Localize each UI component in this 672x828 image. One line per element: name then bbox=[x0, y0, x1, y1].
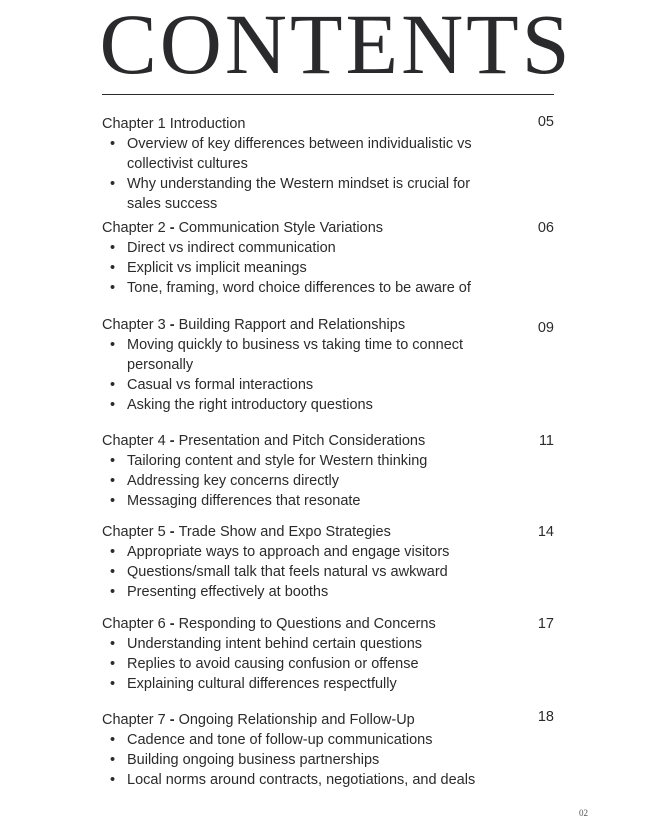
chapter-name: Communication Style Variations bbox=[178, 220, 384, 236]
chapter-topics bbox=[102, 134, 554, 214]
chapter-page-number: 09 bbox=[537, 320, 554, 336]
chapter-page-number: 17 bbox=[537, 616, 554, 632]
toc-chapter bbox=[102, 522, 554, 602]
chapter-label: Chapter 5 bbox=[102, 524, 166, 540]
chapter-topics bbox=[102, 634, 554, 694]
chapter-name: Trade Show and Expo Strategies bbox=[178, 524, 391, 540]
topic-item: • Messaging differences that resonate bbox=[102, 491, 507, 511]
chapter-name: Responding to Questions and Concerns bbox=[178, 616, 436, 632]
topic-item: • Appropriate ways to approach and engage visitors bbox=[102, 542, 507, 562]
chapter-page-number: 18 bbox=[537, 709, 554, 725]
toc-chapter bbox=[102, 315, 554, 415]
toc-chapter bbox=[102, 710, 554, 790]
chapter-separator: - bbox=[165, 317, 179, 333]
chapter-label: Chapter 7 bbox=[102, 712, 166, 728]
toc-chapter bbox=[102, 218, 554, 298]
chapter-heading bbox=[102, 114, 554, 134]
chapter-separator: - bbox=[165, 433, 179, 449]
topic-item: • Replies to avoid causing confusion or offense bbox=[102, 654, 507, 674]
topic-item: • Local norms around contracts, negotiations, and deals bbox=[102, 770, 507, 790]
topic-item: • Building ongoing business partnerships bbox=[102, 750, 507, 770]
topic-item: • Understanding intent behind certain questions bbox=[102, 634, 507, 654]
topic-item: • Moving quickly to business vs taking time to connect personally bbox=[102, 335, 507, 375]
topic-item: • Why understanding the Western mindset is crucial for sales success bbox=[102, 174, 507, 214]
topic-item: • Addressing key concerns directly bbox=[102, 471, 507, 491]
title-divider bbox=[102, 94, 554, 95]
chapter-topics bbox=[102, 730, 554, 790]
chapter-page-number: 11 bbox=[538, 433, 554, 449]
chapter-label: Chapter 3 bbox=[102, 317, 166, 333]
chapter-topics bbox=[102, 238, 554, 298]
topic-item: • Tone, framing, word choice differences to be aware of bbox=[102, 278, 507, 298]
chapter-separator: - bbox=[165, 712, 179, 728]
chapter-topics bbox=[102, 451, 554, 511]
topic-item: • Overview of key differences between individualistic vs collectivist cultures bbox=[102, 134, 507, 174]
chapter-label: Chapter 2 bbox=[102, 220, 166, 236]
chapter-label: Chapter 4 bbox=[102, 433, 166, 449]
topic-item: • Direct vs indirect communication bbox=[102, 238, 507, 258]
chapter-heading bbox=[102, 710, 554, 730]
chapter-page-number: 05 bbox=[537, 114, 554, 130]
chapter-page-number: 06 bbox=[537, 220, 554, 236]
chapter-name: Presentation and Pitch Considerations bbox=[178, 433, 426, 449]
topic-item: • Tailoring content and style for Western thinking bbox=[102, 451, 507, 471]
topic-item: • Cadence and tone of follow-up communications bbox=[102, 730, 507, 750]
chapter-page-number: 14 bbox=[537, 524, 554, 540]
chapter-separator: - bbox=[165, 524, 179, 540]
page-number: 02 bbox=[579, 808, 588, 818]
chapter-separator: - bbox=[165, 220, 179, 236]
toc-chapter bbox=[102, 431, 554, 511]
toc-chapter bbox=[102, 614, 554, 694]
chapter-heading bbox=[102, 522, 554, 542]
chapter-separator: - bbox=[165, 616, 179, 632]
page-title: CONTENTS bbox=[99, 0, 573, 92]
chapter-topics bbox=[102, 542, 554, 602]
topic-item: • Explaining cultural differences respectfully bbox=[102, 674, 507, 694]
chapter-name: Building Rapport and Relationships bbox=[178, 317, 406, 333]
chapter-heading bbox=[102, 431, 554, 451]
chapter-heading bbox=[102, 218, 554, 238]
topic-item: • Explicit vs implicit meanings bbox=[102, 258, 507, 278]
chapter-name: Ongoing Relationship and Follow-Up bbox=[178, 712, 415, 728]
topic-item: • Presenting effectively at booths bbox=[102, 582, 507, 602]
chapter-name: Introduction bbox=[169, 116, 246, 132]
chapter-label: Chapter 1 bbox=[102, 116, 166, 132]
topic-item: • Questions/small talk that feels natural vs awkward bbox=[102, 562, 507, 582]
chapter-label: Chapter 6 bbox=[102, 616, 166, 632]
topic-item: • Asking the right introductory questions bbox=[102, 395, 507, 415]
chapter-topics bbox=[102, 335, 554, 415]
topic-item: • Casual vs formal interactions bbox=[102, 375, 507, 395]
chapter-heading bbox=[102, 614, 554, 634]
chapter-heading bbox=[102, 315, 554, 335]
toc-chapter bbox=[102, 114, 554, 214]
